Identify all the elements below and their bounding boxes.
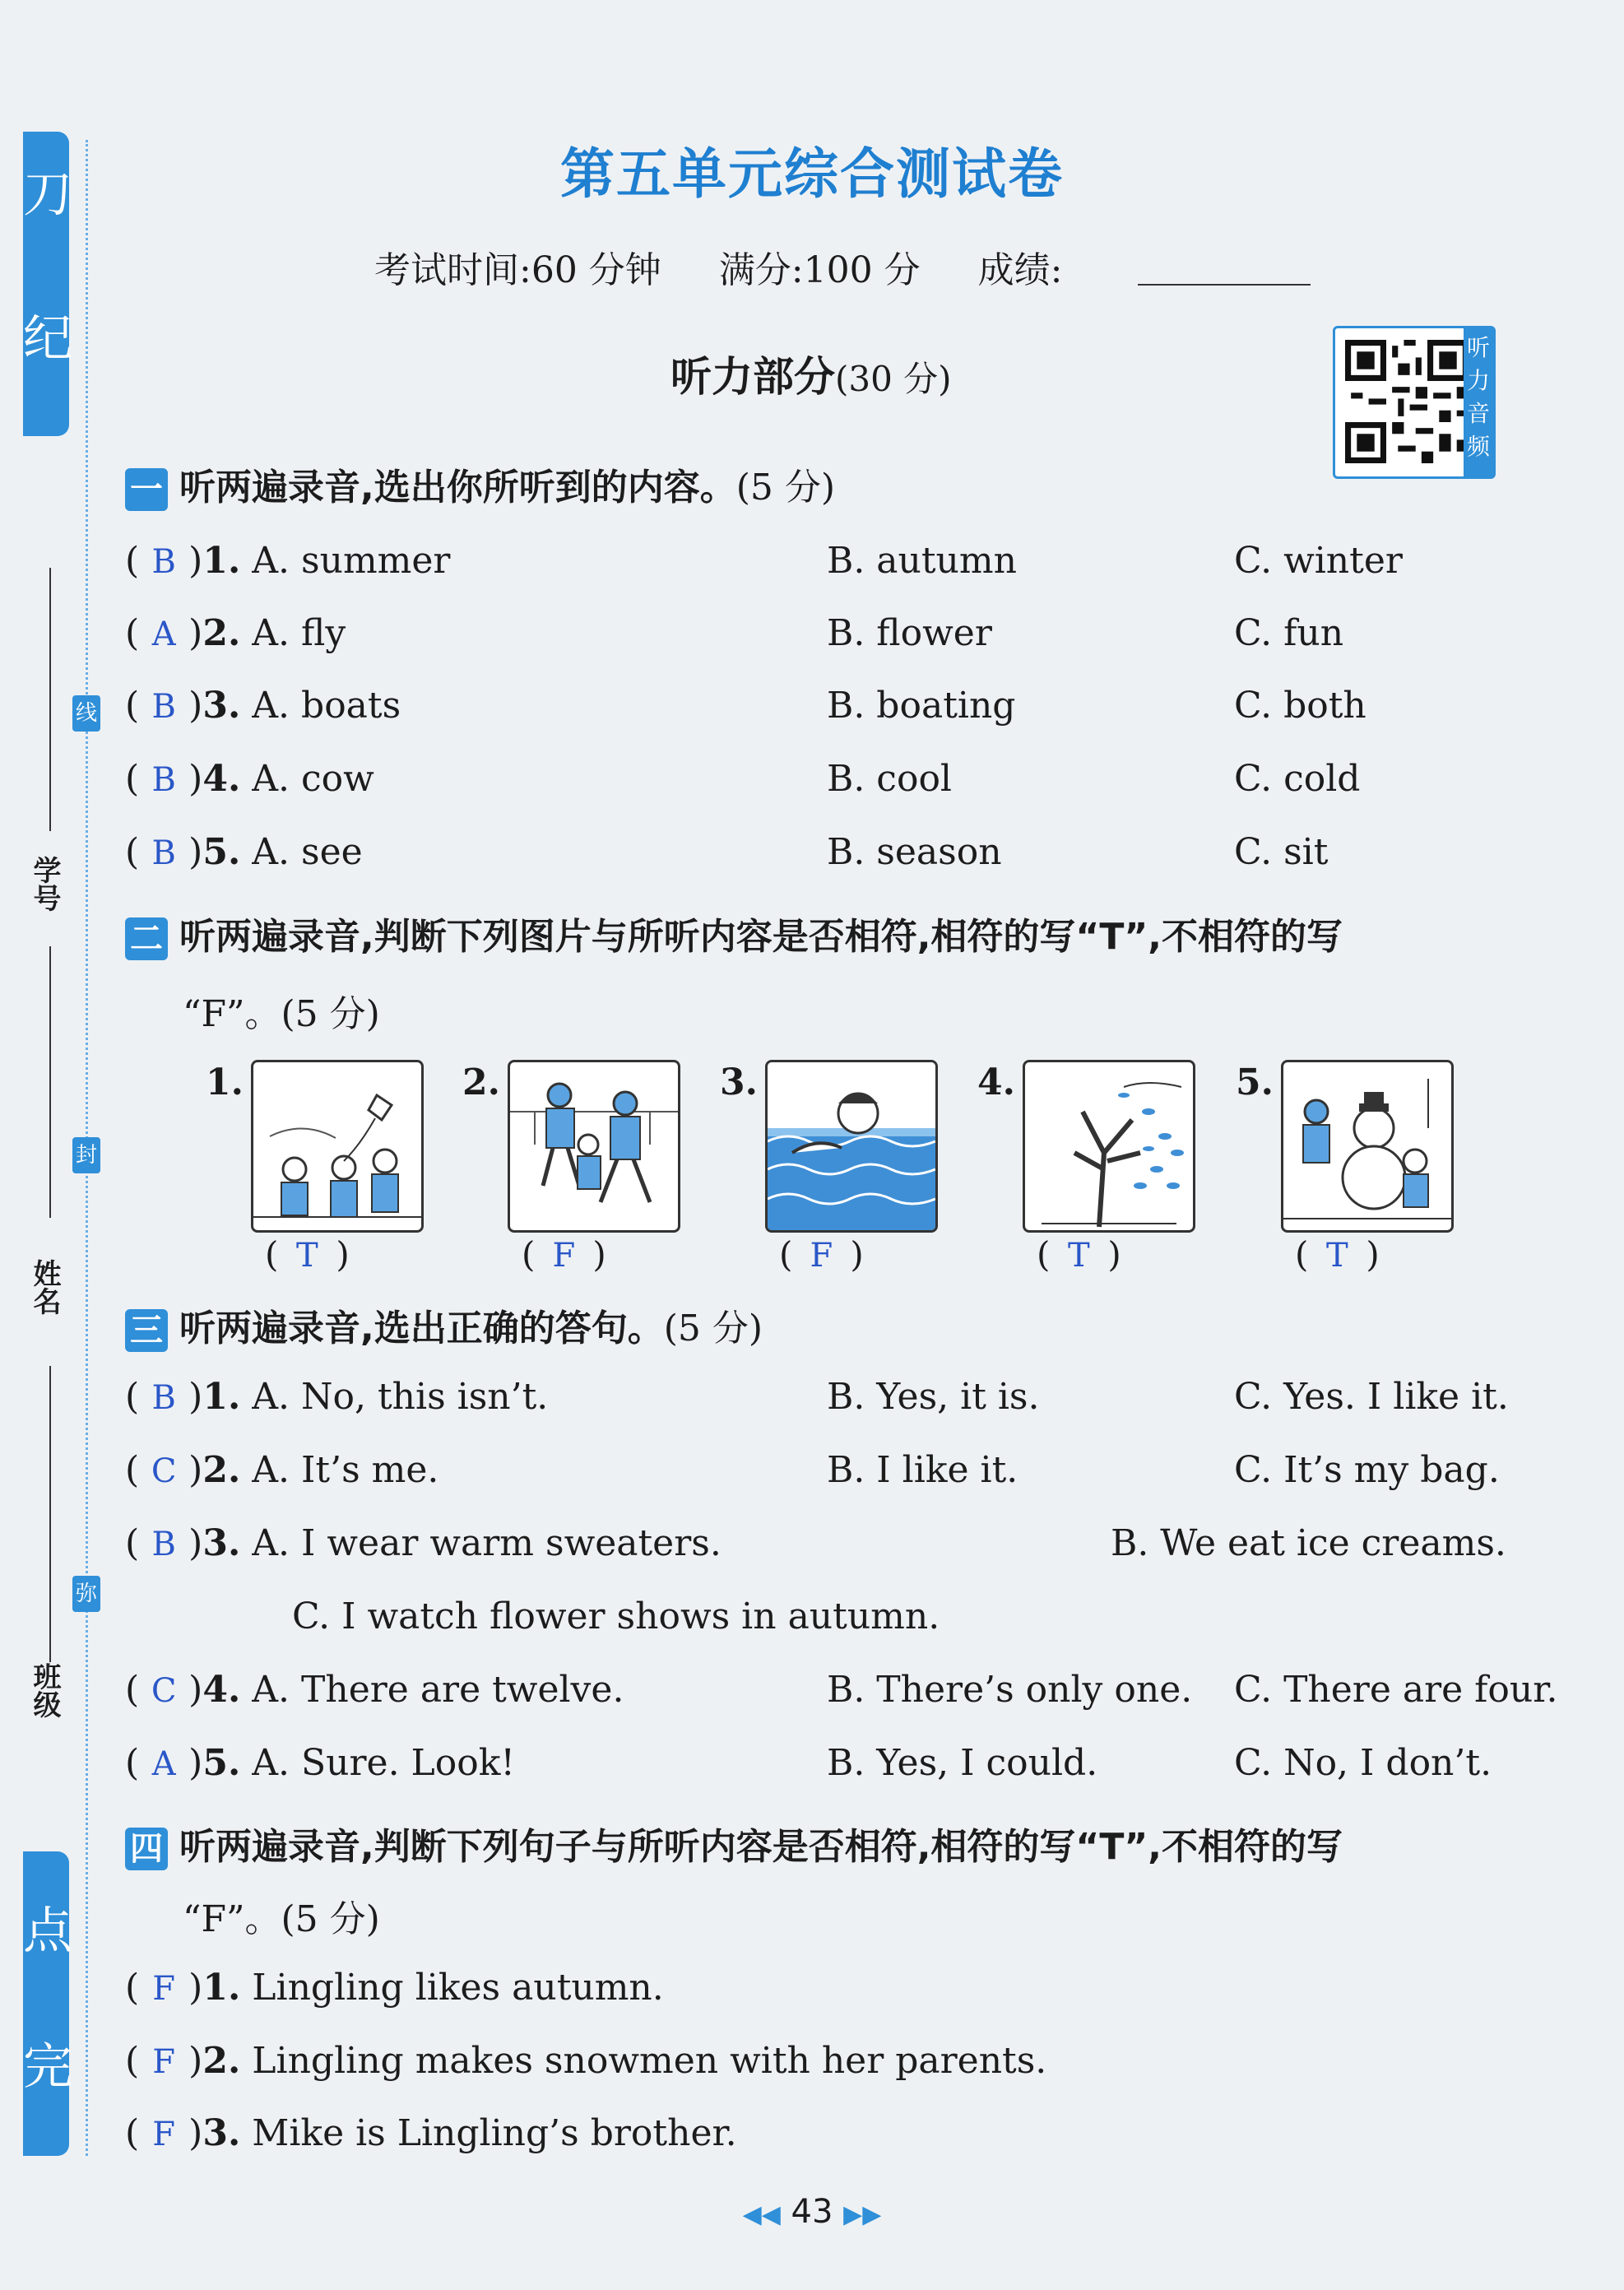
page-number: 43 [791,2193,833,2231]
option-c: C. fun [1234,612,1344,654]
picture-4 [1023,1060,1195,1233]
option-c: C. cold [1234,758,1361,800]
statement: Lingling likes autumn. [252,1967,664,2009]
option-c: C. Yes. I like it. [1234,1376,1509,1418]
section-points: (5 分) [663,1308,763,1349]
margin-char: 纪 [23,310,72,368]
section-badge: 四 [125,1828,168,1870]
answer[interactable]: C [151,1672,177,1710]
question-row: ( B )3. A. I wear warm sweaters. B. We eat ice creams. [125,1519,722,1568]
answer[interactable]: B [151,761,176,799]
statement: Lingling makes snowmen with her parents. [252,2040,1047,2082]
picture-answer: ( T ) [1037,1234,1121,1275]
qr-label-char: 听 [1466,334,1490,361]
option-a: A. There are twelve. [252,1669,624,1711]
picture-5 [1281,1060,1454,1233]
question-number: 4. [202,1669,241,1711]
qr-label-char: 力 [1466,367,1490,394]
option-a: A. summer [252,540,451,582]
option-c: C. winter [1234,540,1403,582]
score-blank [1138,284,1311,286]
margin-blank [49,946,51,1218]
section-4-continued: “F”。(5 分) [183,1898,380,1940]
question-row: ( B )5. A. see B. season C. sit [125,828,363,877]
question-row: ( C )4. A. There are twelve. B. There’s only one. C. There are four. [125,1665,624,1715]
picture-answer: ( F ) [522,1234,606,1275]
question-number: 2. [202,612,241,654]
section-instruction: 听两遍录音,判断下列句子与所听内容是否相符,相符的写“T”,不相符的写 [179,1826,1343,1868]
picture-3 [765,1060,938,1233]
option-c: C. sit [1234,831,1329,873]
option-b: B. We eat ice creams. [1111,1522,1506,1564]
question-row-continued [292,1592,940,1642]
option-b: B. boating [827,685,1016,727]
answer[interactable]: T [1068,1237,1090,1275]
page-title: 第五单元综合测试卷 [560,142,1064,206]
qr-label-char: 频 [1466,433,1490,460]
option-c: C. There are four. [1234,1669,1558,1711]
score-label: 成绩: [977,249,1063,291]
section-3-heading [125,1298,763,1352]
picture-number: 1. [206,1061,244,1103]
section-points: (5 分) [735,467,836,509]
answer[interactable]: F [552,1237,576,1275]
picture-number: 2. [462,1061,500,1103]
question-number: 1. [202,540,241,582]
question-row: ( A )5. A. Sure. Look! B. Yes, I could. C. No, I don’t. [125,1739,515,1788]
class-label: 班级 [28,1662,61,1718]
question-number: 4. [202,758,241,800]
snowman-icon [1283,1062,1451,1230]
section-badge: 一 [125,468,168,511]
margin-char: 完 [23,2038,72,2096]
option-b: B. There’s only one. [827,1669,1193,1711]
option-a: A. see [252,831,363,873]
answer[interactable]: T [1326,1237,1348,1275]
kite-flying-icon [253,1062,421,1230]
question-row: ( A )2. A. fly B. flower C. fun [125,609,346,658]
windy-tree-icon [1025,1062,1193,1230]
picture-answer: ( T ) [265,1234,350,1275]
option-b: B. flower [827,612,992,654]
seal-seal: 封 [72,1137,100,1173]
part-heading [670,344,952,403]
section-2-continued: “F”。(5 分) [183,993,380,1035]
section-4-heading [125,1817,1343,1870]
answer[interactable]: B [151,688,176,726]
question-number: 5. [202,1742,241,1784]
question-number: 1. [202,1376,241,1418]
answer[interactable]: F [152,1970,176,2008]
question-number: 1. [202,1967,241,2009]
margin-char: 刀 [23,166,72,224]
answer[interactable]: B [151,543,176,581]
qr-label-char: 音 [1466,400,1490,427]
option-b: B. Yes, it is. [827,1376,1040,1418]
question-number: 5. [202,831,241,873]
swimming-icon [768,1062,935,1230]
option-a: A. I wear warm sweaters. [252,1522,722,1564]
name-label: 姓名 [28,1259,61,1315]
part-label: 听力部分 [670,353,835,401]
qr-code-icon [1345,340,1469,463]
option-b: B. season [827,831,1002,873]
page-footer [0,2193,1624,2231]
qr-label [1464,328,1493,476]
margin-tab-bottom [23,1851,72,2156]
part-points: (30 分) [835,359,952,399]
option-a: A. fly [252,612,346,654]
question-number: 3. [202,1522,241,1564]
prev-arrow-icon: ◀◀ [742,2200,781,2229]
option-b: B. I like it. [827,1449,1018,1491]
section-badge: 三 [125,1309,168,1352]
answer[interactable]: T [296,1237,318,1275]
section-instruction: 听两遍录音,选出正确的答句。 [179,1308,664,1349]
option-b: B. Yes, I could. [827,1742,1098,1784]
question-number: 2. [202,1449,241,1491]
picture-number: 3. [720,1061,758,1103]
ice-skating-icon [510,1062,678,1230]
answer[interactable]: A [151,1745,176,1783]
answer[interactable]: F [152,2116,176,2153]
answer[interactable]: F [152,2043,176,2081]
margin-char: 点 [23,1902,72,1960]
section-2-heading [125,907,1343,960]
picture-2 [508,1060,680,1233]
answer[interactable]: B [151,834,176,872]
option-c: C. It’s my bag. [1234,1449,1500,1491]
answer[interactable]: C [151,1452,177,1490]
next-arrow-icon: ▶▶ [843,2200,882,2229]
picture-number: 5. [1236,1061,1274,1103]
question-row: ( B )1. A. No, this isn’t. B. Yes, it is. C. Yes. I like it. [125,1373,548,1422]
question-number: 3. [202,2112,241,2154]
option-a: A. Sure. Look! [252,1742,516,1784]
seal-line: 线 [72,695,100,732]
picture-answer: ( F ) [779,1234,864,1275]
question-row: ( F )3. Mike is Lingling’s brother. [125,2109,737,2158]
question-row: ( F )2. Lingling makes snowmen with her parents. [125,2037,1046,2086]
picture-answer: ( T ) [1295,1234,1380,1275]
option-c: C. both [1234,685,1366,727]
option-c: C. No, I don’t. [1234,1742,1492,1784]
answer[interactable]: F [810,1237,833,1275]
question-row: ( B )1. A. summer B. autumn C. winter [125,537,450,586]
student-number-label: 学号 [28,856,61,912]
margin-blank [49,568,51,831]
section-1-heading [125,458,835,511]
picture-1 [251,1060,424,1233]
section-instruction: 听两遍录音,选出你所听到的内容。 [179,467,736,509]
option-b: B. cool [827,758,953,800]
question-row: ( C )2. A. It’s me. B. I like it. C. It’s my bag. [125,1446,438,1495]
question-row: ( B )4. A. cow B. cool C. cold [125,755,374,804]
option-a: A. It’s me. [252,1449,439,1491]
question-number: 3. [202,685,241,727]
exam-time: 考试时间:60 分钟 [374,249,661,291]
answer[interactable]: B [151,1526,176,1563]
qr-code-box[interactable] [1333,326,1496,479]
answer[interactable]: B [151,1379,176,1417]
question-row: ( B )3. A. boats B. boating C. both [125,681,401,731]
seal-close: 弥 [72,1576,100,1612]
option-a: A. No, this isn’t. [252,1376,549,1418]
option-b: B. autumn [827,540,1017,582]
question-number: 2. [202,2040,241,2082]
full-score: 满分:100 分 [718,249,921,291]
picture-number: 4. [977,1061,1015,1103]
option-c: C. I watch flower shows in autumn. [292,1596,940,1637]
statement: Mike is Lingling’s brother. [252,2112,737,2154]
option-a: A. cow [252,758,374,800]
section-instruction: 听两遍录音,判断下列图片与所听内容是否相符,相符的写“T”,不相符的写 [179,916,1343,958]
answer[interactable]: A [151,615,176,653]
margin-blank [49,1366,51,1662]
option-a: A. boats [252,685,401,727]
question-row: ( F )1. Lingling likes autumn. [125,1963,664,2013]
exam-info [374,240,1062,293]
section-badge: 二 [125,917,168,960]
